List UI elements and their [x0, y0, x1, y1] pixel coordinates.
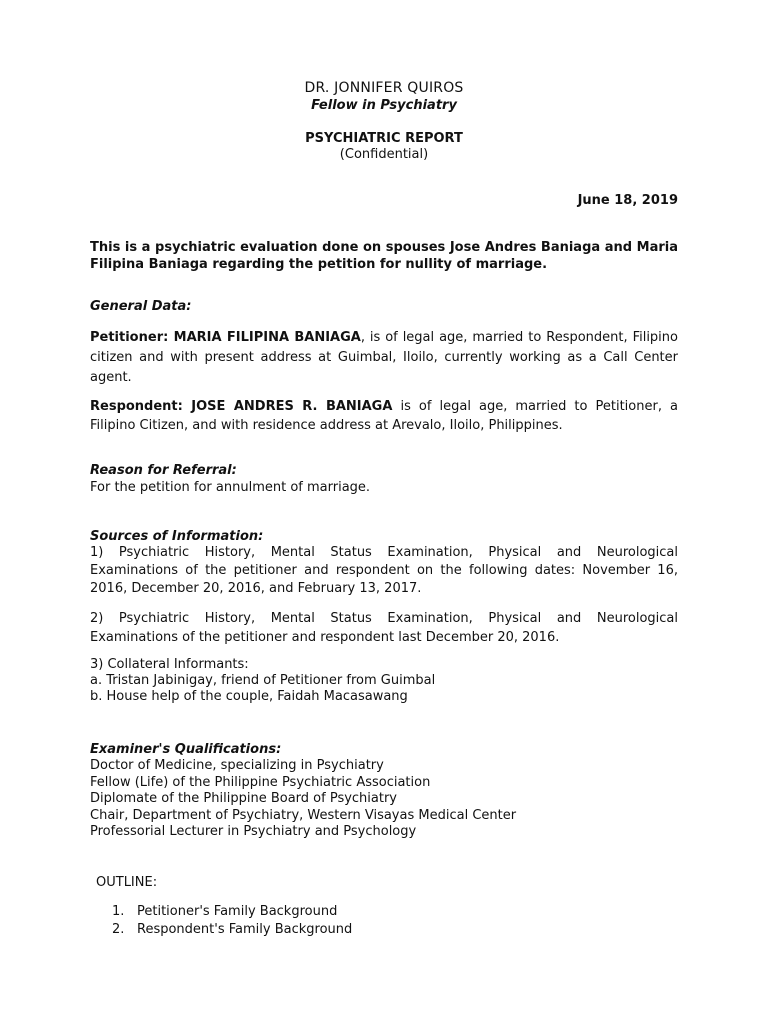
qualification-item: Chair, Department of Psychiatry, Western Visayas Medical Center [90, 807, 517, 823]
outline-item-text: Petitioner's Family Background [137, 904, 338, 919]
outline-item [112, 921, 352, 939]
qualifications-list [90, 758, 678, 841]
sources-heading: Sources of Information: [90, 529, 264, 544]
collateral-informants-title: 3) Collateral Informants: [90, 657, 249, 672]
outline-item-number: 2. [112, 922, 125, 937]
outline-list [112, 903, 352, 939]
report-title: PSYCHIATRIC REPORT [305, 131, 463, 146]
outline-item-text: Respondent's Family Background [137, 922, 353, 937]
sources-item-3 [90, 657, 678, 705]
respondent-label: Respondent: JOSE ANDRES R. BANIAGA [90, 399, 393, 414]
petitioner-label: Petitioner: MARIA FILIPINA BANIAGA [90, 330, 361, 345]
respondent-text: is of legal age, married to Petitioner, a Filipino Citizen, and with residence address at Arevalo, Iloilo, Philippines. [90, 399, 678, 433]
respondent-paragraph [90, 397, 678, 435]
outline-item-number: 1. [112, 904, 125, 919]
report-subtitle: (Confidential) [339, 147, 429, 162]
sources-item-1: 1) Psychiatric History, Mental Status Examination, Physical and Neurological Examinations of the petitioner and respondent on the following dates: November 16, 2016, December 20, 2016, and February 13, 2017. [90, 545, 678, 596]
qualification-item: Diplomate of the Philippine Board of Psychiatry [90, 791, 398, 806]
general-data-heading: General Data: [90, 299, 192, 314]
report-date: June 18, 2019 [577, 193, 678, 208]
referral-text: For the petition for annulment of marriage. [90, 480, 371, 495]
sources-item-2: 2) Psychiatric History, Mental Status Examination, Physical and Neurological Examinations of the petitioner and respondent last December 20, 2016. [90, 611, 678, 645]
intro-paragraph: This is a psychiatric evaluation done on spouses Jose Andres Baniaga and Maria Filipina Baniaga regarding the petition for nullity of marriage. [90, 240, 678, 272]
qualification-item: Fellow (Life) of the Philippine Psychiatric Association [90, 774, 431, 790]
doctor-name: DR. JONNIFER QUIROS [304, 80, 464, 96]
doctor-title: Fellow in Psychiatry [311, 98, 457, 113]
outline-heading: OUTLINE: [96, 875, 158, 890]
qualifications-heading: Examiner's Qualifications: [90, 742, 282, 757]
collateral-informant-b: b. House help of the couple, Faidah Macasawang [90, 689, 408, 704]
collateral-informant-a: a. Tristan Jabinigay, friend of Petitioner from Guimbal [90, 673, 436, 688]
petitioner-paragraph [90, 328, 678, 388]
petitioner-text: , is of legal age, married to Respondent, Filipino citizen and with present address at Guimbal, Iloilo, currently working as a Call Center agent. [90, 330, 678, 385]
outline-item [112, 903, 352, 921]
referral-heading: Reason for Referral: [90, 463, 237, 478]
qualification-item: Doctor of Medicine, specializing in Psychiatry [90, 758, 384, 773]
qualification-item: Professorial Lecturer in Psychiatry and Psychology [90, 824, 417, 839]
